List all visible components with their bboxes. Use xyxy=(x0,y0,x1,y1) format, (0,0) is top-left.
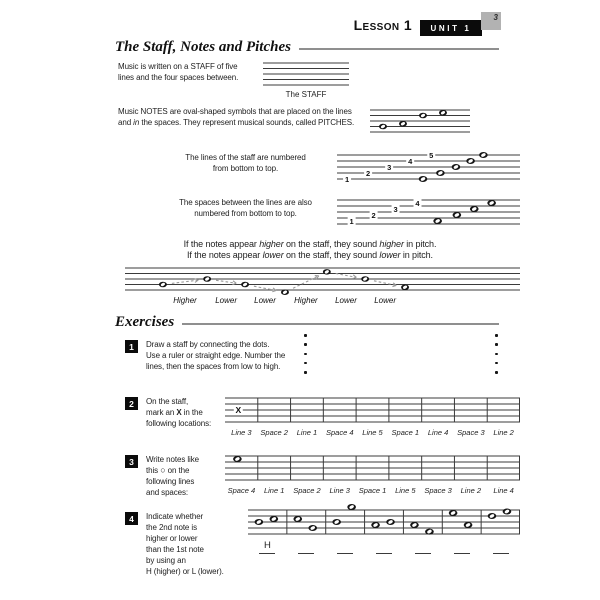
svg-text:4: 4 xyxy=(415,198,420,208)
staff-svg xyxy=(248,501,521,543)
text-line xyxy=(146,465,199,476)
exercises-rule xyxy=(182,323,499,325)
ex2-text xyxy=(146,396,211,429)
svg-text:4: 4 xyxy=(408,156,413,166)
pitch-text xyxy=(130,239,490,261)
exercises-title-row xyxy=(115,314,499,331)
svg-text:1: 1 xyxy=(349,216,354,226)
text-segment: than the 1st note xyxy=(146,545,204,554)
ex1-text xyxy=(146,339,285,372)
answer-blank xyxy=(493,540,509,554)
staff-diagram xyxy=(263,57,350,91)
staff-svg xyxy=(337,192,521,232)
ex3-staff xyxy=(225,450,521,486)
text-segment: Music NOTES are oval-shaped symbols that are placed on the lines xyxy=(118,107,352,116)
text-segment: On the staff, xyxy=(146,397,189,406)
staff-svg xyxy=(337,147,521,187)
text-segment: Draw a staff by connecting the dots. xyxy=(146,340,270,349)
text-segment: lower xyxy=(262,250,284,260)
lesson-title: Lesson 1 xyxy=(353,17,412,33)
text-segment: If the notes appear xyxy=(187,250,263,260)
staff-dot xyxy=(304,334,307,337)
text-segment: lower xyxy=(379,250,401,260)
answer-blank xyxy=(376,540,392,554)
svg-text:X: X xyxy=(235,405,242,415)
pitch-direction-label: Lower xyxy=(215,296,238,305)
text-line xyxy=(118,72,238,83)
svg-text:3: 3 xyxy=(387,162,392,172)
svg-text:2: 2 xyxy=(366,168,371,178)
pitch-direction-label: Higher xyxy=(294,296,318,305)
text-line xyxy=(118,106,354,117)
ex2-location-labels xyxy=(225,428,520,437)
text-segment: and spaces: xyxy=(146,488,189,497)
pitch-direction-label: Higher xyxy=(173,296,197,305)
text-segment: H (higher) or L (lower). xyxy=(146,567,224,576)
spaces-numbered-staff xyxy=(337,192,521,232)
position-label: Space 3 xyxy=(457,428,485,437)
text-line xyxy=(148,152,343,163)
position-label: Space 2 xyxy=(293,486,321,495)
text-segment: lines and the four spaces between. xyxy=(118,73,239,82)
text-segment: following lines xyxy=(146,477,195,486)
position-label: Line 4 xyxy=(493,486,514,495)
text-segment: in pitch. xyxy=(403,239,437,249)
text-line xyxy=(118,117,354,128)
text-segment: The lines of the staff are numbered xyxy=(185,153,306,162)
text-line xyxy=(146,533,224,544)
text-segment: the spaces. They represent musical sounds, called PITCHES. xyxy=(139,118,355,127)
text-segment: following locations: xyxy=(146,419,212,428)
dot-column xyxy=(495,334,498,380)
svg-text:3: 3 xyxy=(393,204,398,214)
text-segment: Music is written on a STAFF of five xyxy=(118,62,238,71)
svg-text:1: 1 xyxy=(344,174,350,184)
text-segment: numbered from bottom to top. xyxy=(194,209,297,218)
staff-svg xyxy=(225,392,521,428)
text-line xyxy=(146,566,224,577)
ex4-text xyxy=(146,511,224,577)
text-segment: X xyxy=(176,408,182,417)
text-line xyxy=(118,61,238,72)
position-label: Space 1 xyxy=(391,428,420,437)
position-label: Line 2 xyxy=(493,428,514,437)
text-segment: higher xyxy=(259,239,284,249)
pitch-direction-label: Lower xyxy=(254,296,276,305)
staff-svg xyxy=(263,57,350,91)
text-segment: If the notes appear xyxy=(183,239,260,249)
position-label: Line 4 xyxy=(427,428,449,437)
text-segment: from bottom to top. xyxy=(212,164,279,173)
exercises-title: Exercises xyxy=(115,314,175,330)
text-segment: the 2nd note is xyxy=(146,523,197,532)
text-segment: higher or lower xyxy=(146,534,198,543)
text-segment: in the xyxy=(181,408,203,417)
ex2-staff xyxy=(225,392,521,428)
lines-numbered-staff xyxy=(337,147,521,187)
svg-text:2: 2 xyxy=(371,210,376,220)
answer-cell xyxy=(287,540,326,554)
position-label: Space 2 xyxy=(260,428,288,437)
answer-blank: H xyxy=(259,540,275,554)
text-line xyxy=(146,361,285,372)
ex4-staff xyxy=(248,501,521,543)
dot-column xyxy=(304,334,307,380)
text-line xyxy=(146,339,285,350)
text-line xyxy=(146,476,199,487)
position-label: Space 3 xyxy=(424,486,452,495)
text-segment: higher xyxy=(379,239,404,249)
pitch-direction-label: Lower xyxy=(374,296,396,305)
answer-cell xyxy=(481,540,520,554)
text-line xyxy=(146,544,224,555)
staff-dot xyxy=(304,353,307,356)
position-label: Line 1 xyxy=(296,428,318,437)
position-label: Line 3 xyxy=(329,486,350,495)
section-title-row xyxy=(115,39,499,56)
text-line xyxy=(146,418,211,429)
text-segment: on the staff, they sound xyxy=(283,239,380,249)
staff-dot xyxy=(304,371,307,374)
answer-cell xyxy=(248,540,287,554)
text-line xyxy=(146,407,211,418)
text-line xyxy=(148,197,343,208)
answer-cell xyxy=(365,540,404,554)
position-label: Line 5 xyxy=(395,486,416,495)
text-segment: on the xyxy=(165,466,190,475)
unit-badge: UNIT 1 xyxy=(420,20,482,36)
staff-intro-text xyxy=(118,61,238,83)
staff-svg xyxy=(125,260,521,298)
page-title: The Staff, Notes and Pitches xyxy=(115,39,291,55)
answer-blank xyxy=(337,540,353,554)
text-segment: in pitch. xyxy=(400,250,433,260)
position-label: Space 4 xyxy=(227,486,256,495)
staff-dot xyxy=(495,362,498,365)
position-label: Line 3 xyxy=(231,428,252,437)
answer-blank xyxy=(454,540,470,554)
text-segment: Write notes like xyxy=(146,455,199,464)
exercise-number-badge: 4 xyxy=(125,512,138,525)
text-line xyxy=(148,208,343,219)
staff-dot xyxy=(304,343,307,346)
exercise-number-badge: 2 xyxy=(125,397,138,410)
staff-dot xyxy=(304,362,307,365)
position-label: Line 2 xyxy=(460,486,482,495)
staff-svg xyxy=(225,450,521,486)
pitch-labels xyxy=(125,296,520,308)
position-label: Space 4 xyxy=(325,428,354,437)
text-line xyxy=(130,239,490,250)
text-line xyxy=(146,511,224,522)
answer-blank xyxy=(298,540,314,554)
text-line xyxy=(148,163,343,174)
staff-dot xyxy=(495,371,498,374)
answer-blank xyxy=(415,540,431,554)
text-segment: Use a ruler or straight edge. Number the xyxy=(146,351,286,360)
text-segment: lines, then the spaces from low to high. xyxy=(146,362,281,371)
svg-text:5: 5 xyxy=(429,150,434,160)
staff-caption: The STAFF xyxy=(285,90,327,99)
staff-dot xyxy=(495,353,498,356)
staff-dot xyxy=(495,343,498,346)
text-line xyxy=(146,555,224,566)
position-label: Line 5 xyxy=(362,428,383,437)
text-segment: in xyxy=(133,118,140,127)
ex3-text xyxy=(146,454,199,498)
text-line xyxy=(146,454,199,465)
staff-dot xyxy=(495,334,498,337)
answer-cell xyxy=(403,540,442,554)
answer-cell xyxy=(326,540,365,554)
text-line xyxy=(146,396,211,407)
pitch-direction-label: Lower xyxy=(335,296,357,305)
text-segment: this xyxy=(146,466,161,475)
text-segment: The spaces between the lines are also xyxy=(179,198,312,207)
position-label: Line 1 xyxy=(263,486,285,495)
ex4-answer-row xyxy=(248,540,520,554)
ex3-location-labels xyxy=(225,486,520,495)
notes-intro-text xyxy=(118,106,354,128)
text-segment: and xyxy=(118,118,134,127)
text-line xyxy=(146,350,285,361)
title-rule xyxy=(299,48,499,50)
text-segment: Indicate whether xyxy=(146,512,204,521)
staff-svg xyxy=(370,103,471,139)
lines-numbered-text xyxy=(148,152,343,174)
spaces-numbered-text xyxy=(148,197,343,219)
page-number: 3 xyxy=(481,12,501,30)
text-line xyxy=(146,487,199,498)
text-segment: mark an xyxy=(146,408,177,417)
exercise-number-badge: 3 xyxy=(125,455,138,468)
text-segment: on the staff, they sound xyxy=(283,250,380,260)
text-segment: ○ xyxy=(160,465,166,475)
position-label: Space 1 xyxy=(358,486,387,495)
notes-demo-staff xyxy=(370,103,471,139)
answer-cell xyxy=(442,540,481,554)
text-line xyxy=(146,522,224,533)
pitch-staff xyxy=(125,260,521,298)
text-segment: by using an xyxy=(146,556,186,565)
exercise-number-badge: 1 xyxy=(125,340,138,353)
